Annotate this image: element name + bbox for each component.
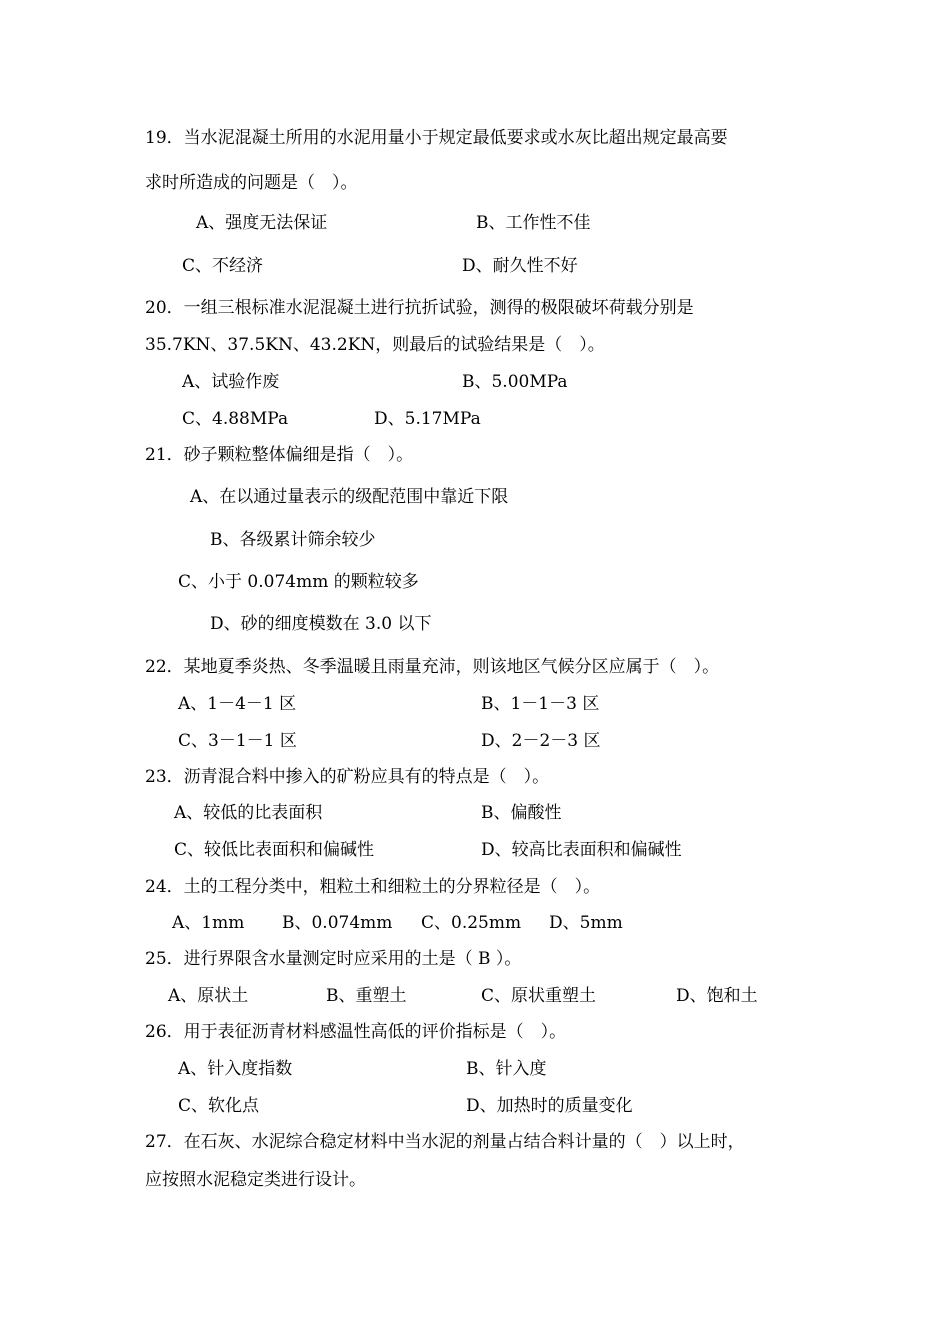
question-19-text-line2: 求时所造成的问题是（ ）。 <box>145 173 358 193</box>
question-19-option-a: A、强度无法保证 <box>196 213 328 233</box>
question-21-option-c: C、小于 0.074mm 的颗粒较多 <box>178 572 419 592</box>
question-26-option-d: D、加热时的质量变化 <box>466 1096 633 1116</box>
question-26-text-line1: 26．用于表征沥青材料感温性高低的评价指标是（ ）。 <box>145 1022 567 1042</box>
question-20-option-b: B、5.00MPa <box>462 372 568 392</box>
question-21-option-b: B、各级累计筛余较少 <box>210 530 376 550</box>
question-23-option-b: B、偏酸性 <box>481 803 562 823</box>
question-24-option-a: A、1mm <box>172 913 245 933</box>
question-23-option-a: A、较低的比表面积 <box>174 803 323 823</box>
question-25-option-a: A、原状土 <box>168 986 249 1006</box>
question-21-option-d: D、砂的细度模数在 3.0 以下 <box>210 614 432 634</box>
question-27-text-line2: 应按照水泥稳定类进行设计。 <box>145 1170 366 1190</box>
question-22-option-d: D、2－2－3 区 <box>481 731 601 751</box>
question-22-option-a: A、1－4－1 区 <box>178 694 297 714</box>
question-22-option-b: B、1－1－3 区 <box>481 694 600 714</box>
question-24-option-c: C、0.25mm <box>421 913 522 933</box>
question-20-option-c: C、4.88MPa <box>182 409 289 429</box>
question-25-text-line1: 25．进行界限含水量测定时应采用的土是（ B ）。 <box>145 949 522 969</box>
question-19-text-line1: 19．当水泥混凝土所用的水泥用量小于规定最低要求或水灰比超出规定最高要 <box>145 128 728 148</box>
question-27-text-line1: 27．在石灰、水泥综合稳定材料中当水泥的剂量占结合料计量的（ ）以上时， <box>145 1132 745 1152</box>
question-20-option-d: D、5.17MPa <box>374 409 481 429</box>
question-19-option-c: C、不经济 <box>182 256 264 276</box>
question-24-text-line1: 24．土的工程分类中，粗粒土和细粒土的分界粒径是（ ）。 <box>145 877 601 897</box>
question-20-option-a: A、试验作废 <box>182 372 280 392</box>
question-24-option-b: B、0.074mm <box>282 913 393 933</box>
question-25-option-b: B、重塑土 <box>326 986 407 1006</box>
question-23-option-d: D、较高比表面积和偏碱性 <box>481 840 682 860</box>
question-22-option-c: C、3－1－1 区 <box>178 731 297 751</box>
question-19-option-b: B、工作性不佳 <box>476 213 591 233</box>
question-21-text-line1: 21．砂子颗粒整体偏细是指（ ）。 <box>145 445 414 465</box>
question-23-text-line1: 23．沥青混合料中掺入的矿粉应具有的特点是（ ）。 <box>145 767 550 787</box>
question-26-option-a: A、针入度指数 <box>178 1059 293 1079</box>
question-24-option-d: D、5mm <box>549 913 623 933</box>
question-23-option-c: C、较低比表面积和偏碱性 <box>174 840 375 860</box>
question-19-option-d: D、耐久性不好 <box>462 256 578 276</box>
question-26-option-b: B、针入度 <box>466 1059 547 1079</box>
question-20-text-line1: 20．一组三根标准水泥混凝土进行抗折试验，测得的极限破坏荷载分别是 <box>145 298 694 318</box>
question-25-option-d: D、饱和土 <box>676 986 758 1006</box>
question-22-text-line1: 22．某地夏季炎热、冬季温暖且雨量充沛，则该地区气候分区应属于（ ）。 <box>145 657 720 677</box>
question-20-text-line2: 35.7KN、37.5KN、43.2KN，则最后的试验结果是（ ）。 <box>145 335 605 355</box>
question-26-option-c: C、软化点 <box>178 1096 260 1116</box>
question-21-option-a: A、在以通过量表示的级配范围中靠近下限 <box>190 487 509 507</box>
question-25-option-c: C、原状重塑土 <box>481 986 597 1006</box>
